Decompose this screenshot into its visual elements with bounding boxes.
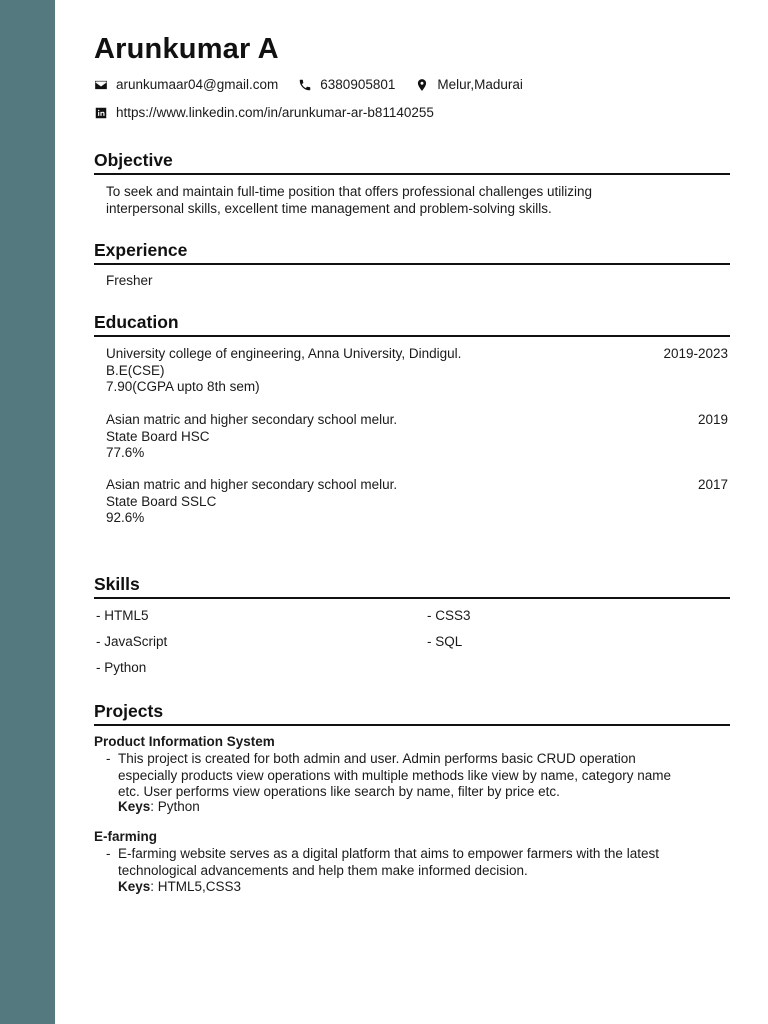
keys-label: Keys — [118, 879, 151, 894]
education-entry — [106, 346, 728, 396]
location-item — [415, 77, 523, 92]
linkedin-url: https://www.linkedin.com/in/arunkumar-ar-b81140255 — [116, 105, 434, 120]
phone-text: 6380905801 — [320, 77, 396, 92]
project-title: E-farming — [94, 829, 158, 844]
project-desc-line: especially products view operations with multiple methods like view by name, category name — [118, 767, 672, 783]
project-desc-line: technological advancements and help them make informed decision. — [118, 862, 528, 878]
project-keys — [118, 879, 241, 894]
linkedin-item[interactable] — [94, 105, 434, 120]
email-icon — [94, 78, 108, 92]
education-score: 92.6% — [106, 510, 145, 525]
education-year: 2019 — [697, 412, 728, 427]
email-text: arunkumaar04@gmail.com — [116, 77, 279, 92]
skill-item: - HTML5 — [96, 608, 149, 623]
project-description — [106, 751, 730, 801]
skill-item: - JavaScript — [96, 634, 168, 649]
skill-item: - SQL — [427, 634, 463, 649]
education-score: 77.6% — [106, 445, 145, 460]
objective-heading: Objective — [94, 150, 730, 175]
objective-line-2: interpersonal skills, excellent time management and problem-solving skills. — [106, 201, 552, 216]
phone-icon — [298, 78, 312, 92]
education-school: University college of engineering, Anna University, Dindigul. — [106, 346, 462, 361]
project-desc-line: E-farming website serves as a digital platform that aims to empower farmers with the latest — [118, 846, 659, 861]
left-accent-bar — [0, 0, 55, 1024]
project-title: Product Information System — [94, 734, 275, 749]
education-school: Asian matric and higher secondary school melur. — [106, 477, 398, 492]
education-score: 7.90(CGPA upto 8th sem) — [106, 379, 260, 394]
bullet-dash: - — [106, 846, 111, 861]
education-year: 2017 — [697, 477, 728, 492]
education-entry — [106, 477, 728, 527]
projects-heading: Projects — [94, 701, 730, 726]
candidate-name: Arunkumar A — [94, 33, 279, 65]
education-entry — [106, 412, 728, 462]
project-description — [106, 846, 730, 879]
skill-item: - Python — [96, 660, 147, 675]
email-item[interactable] — [94, 77, 278, 92]
education-school: Asian matric and higher secondary school melur. — [106, 412, 398, 427]
keys-label: Keys — [118, 799, 151, 814]
education-degree: State Board SSLC — [106, 493, 217, 509]
location-text: Melur,Madurai — [437, 77, 523, 92]
education-degree: B.E(CSE) — [106, 362, 165, 378]
education-degree: State Board HSC — [106, 428, 210, 444]
education-heading: Education — [94, 312, 730, 337]
linkedin-row — [94, 105, 454, 120]
linkedin-icon — [94, 106, 108, 120]
keys-value: : Python — [150, 799, 200, 814]
experience-heading: Experience — [94, 240, 730, 265]
project-desc-line: This project is created for both admin and user. Admin performs basic CRUD operation — [118, 751, 636, 766]
location-pin-icon — [415, 78, 429, 92]
phone-item[interactable] — [298, 77, 395, 92]
project-keys — [118, 799, 200, 814]
skills-heading: Skills — [94, 574, 730, 599]
objective-line-1: To seek and maintain full-time position that offers professional challenges utilizing — [106, 184, 593, 199]
contact-row — [94, 77, 543, 92]
keys-value: : HTML5,CSS3 — [150, 879, 242, 894]
skill-item: - CSS3 — [427, 608, 471, 623]
bullet-dash: - — [106, 751, 111, 766]
education-year: 2019-2023 — [663, 346, 728, 361]
experience-text: Fresher — [106, 273, 153, 288]
project-desc-line: etc. User performs view operations like search by name, filter by price etc. — [118, 784, 560, 799]
